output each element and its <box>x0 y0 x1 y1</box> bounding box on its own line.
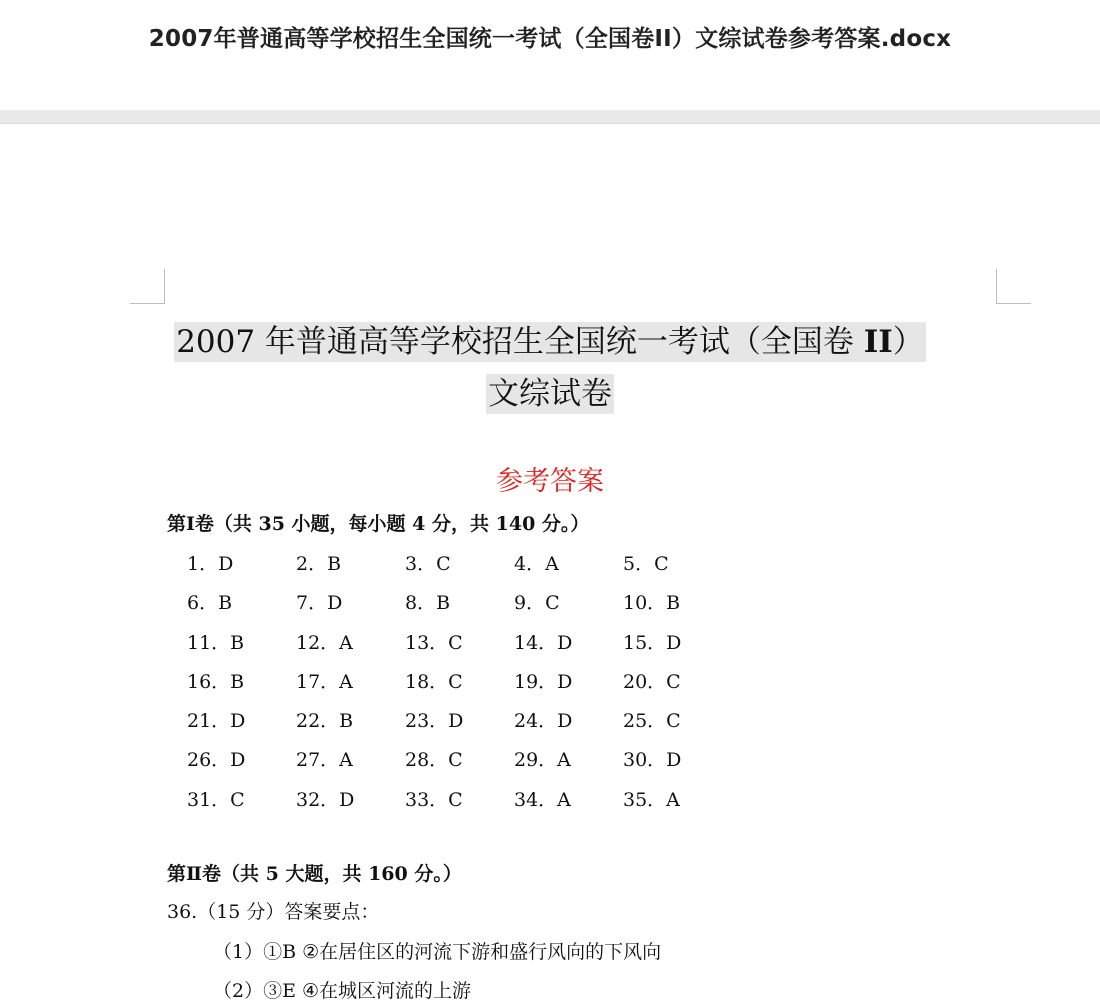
answer-cell: 33．C <box>405 788 463 811</box>
answer-cell: 14．D <box>514 631 573 654</box>
document-page <box>0 124 1100 1002</box>
section1-heading: 第Ⅰ卷（共 35 小题，每小题 4 分，共 140 分。） <box>167 513 590 535</box>
answer-cell: 23．D <box>405 710 464 733</box>
answer-cell: 5．C <box>623 553 669 575</box>
margin-corner-right <box>996 269 1031 304</box>
answer-cell: 9．C <box>514 592 560 615</box>
answer-cell: 28．C <box>405 749 463 772</box>
answer-cell: 10．B <box>623 592 681 615</box>
answer-cell: 34．A <box>514 788 571 811</box>
answer-grid <box>187 549 732 824</box>
answer-row <box>187 667 732 706</box>
answer-heading: 参考答案 <box>496 466 604 497</box>
file-title: 2007年普通高等学校招生全国统一考试（全国卷II）文综试卷参考答案.docx <box>148 26 952 52</box>
answer-cell: 35．A <box>623 788 680 811</box>
answer-row <box>187 549 732 588</box>
title-line1-text: 2007 年普通高等学校招生全国统一考试（全国卷 <box>176 324 864 360</box>
answer-row <box>187 628 732 667</box>
answer-cell: 31．C <box>187 788 245 811</box>
title-bar <box>0 0 1100 110</box>
title-line1-suffix: ） <box>892 324 924 360</box>
document-title-line2 <box>0 368 1100 413</box>
answer-cell: 20．C <box>623 670 681 693</box>
question-36-label: 36.（15 分）答案要点： <box>167 901 380 923</box>
answer-cell: 12．A <box>296 631 353 654</box>
answer-row <box>187 706 732 745</box>
answer-cell: 25．C <box>623 710 681 733</box>
answer-cell: 8．B <box>405 592 451 615</box>
answer-row <box>187 588 732 627</box>
title-line2-text: 文综试卷 <box>488 376 612 412</box>
answer-cell: 16．B <box>187 670 245 693</box>
answer-cell: 3．C <box>405 553 451 575</box>
answer-cell: 22．B <box>296 710 354 733</box>
title-line1-bold: II <box>863 324 893 360</box>
question-36-part1: （1）①B ②在居住区的河流下游和盛行风向的下风向 <box>213 941 662 963</box>
answer-cell: 29．A <box>514 749 571 772</box>
answer-cell: 30．D <box>623 749 682 772</box>
section2-heading: 第Ⅱ卷（共 5 大题，共 160 分。） <box>167 863 462 885</box>
answer-cell: 18．C <box>405 670 463 693</box>
answer-cell: 2．B <box>296 553 342 575</box>
answer-cell: 13．C <box>405 631 463 654</box>
answer-cell: 17．A <box>296 670 353 693</box>
answer-row <box>187 785 732 824</box>
question-36-part2: （2）③E ④在城区河流的上游 <box>213 980 472 1002</box>
answer-cell: 21．D <box>187 710 246 733</box>
answer-cell: 15．D <box>623 631 682 654</box>
answer-cell: 32．D <box>296 788 355 811</box>
toolbar-separator <box>0 110 1100 124</box>
answer-cell: 4．A <box>514 553 559 575</box>
answer-cell: 6．B <box>187 592 233 615</box>
answer-row <box>187 745 732 784</box>
margin-corner-left <box>130 269 165 304</box>
answer-cell: 27．A <box>296 749 353 772</box>
answer-cell: 24．D <box>514 710 573 733</box>
answer-cell: 26．D <box>187 749 246 772</box>
document-title-line1 <box>0 316 1100 361</box>
answer-cell: 11．B <box>187 631 245 654</box>
answer-cell: 7．D <box>296 592 343 615</box>
answer-cell: 19．D <box>514 670 573 693</box>
answer-cell: 1．D <box>187 553 234 575</box>
